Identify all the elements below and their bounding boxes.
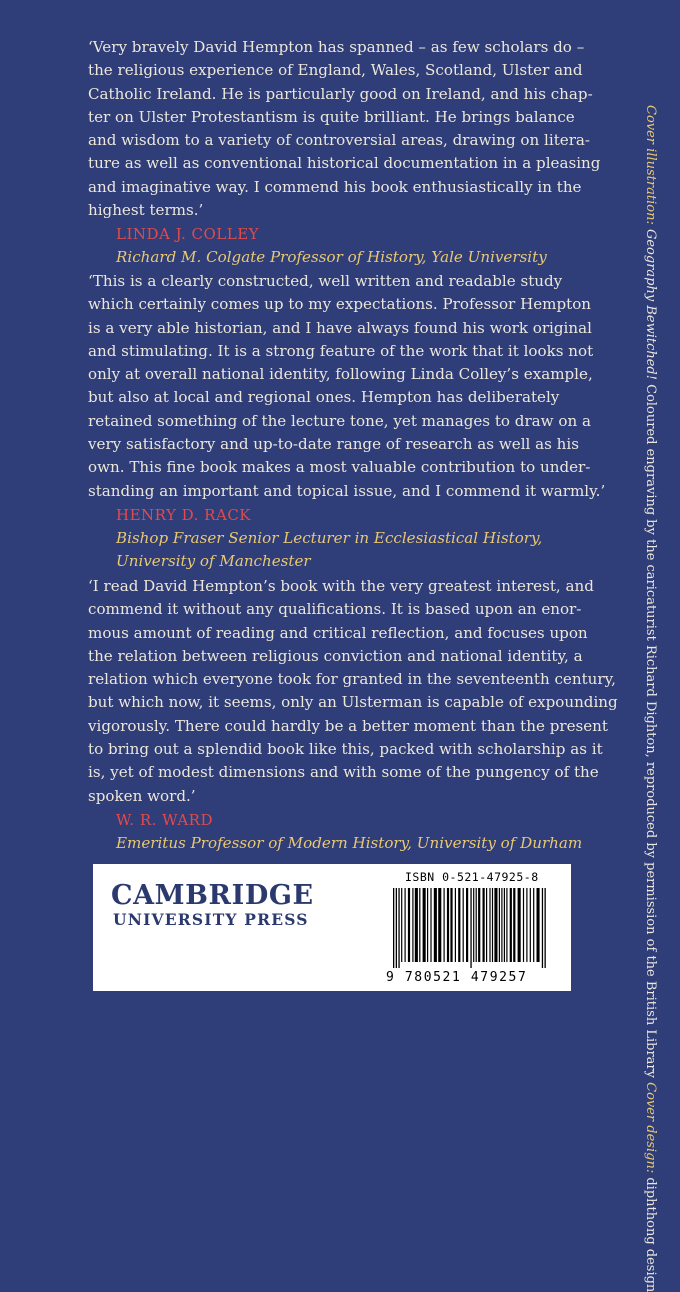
review-colley [88, 36, 601, 270]
barcode-bar [419, 888, 420, 962]
review-rack [88, 270, 606, 574]
review-line: standing an important and topical issue, and I commend it warmly.’ [88, 481, 606, 500]
barcode-bar [401, 888, 402, 962]
barcode-bar [501, 888, 502, 962]
barcode-bar [427, 888, 428, 962]
barcode-digits: 9 780521 479257 [386, 970, 528, 985]
barcode-bar [458, 888, 460, 962]
review-line: commend it without any qualifications. It is based upon an enor- [88, 600, 582, 619]
review-line: is a very able historian, and I have always found his work original [88, 318, 592, 337]
design-text: diphthong design [643, 1177, 658, 1292]
barcode-bar [530, 888, 531, 962]
review-line: spoken word.’ [88, 786, 196, 805]
design-label: Cover design: [643, 1082, 658, 1174]
review-line: only at overall national identity, following Linda Colley’s example, [88, 365, 593, 384]
review-ward [88, 575, 618, 855]
publisher-logo [111, 880, 314, 928]
review-line: mous amount of reading and critical reflection, and focuses upon [88, 623, 588, 642]
barcode-bar [476, 888, 477, 962]
review-line: vigorously. There could hardly be a better moment than the present [88, 716, 608, 735]
barcode-bar [518, 888, 521, 962]
barcode-bar [396, 888, 397, 968]
barcode-bar [513, 888, 515, 962]
isbn-label: ISBN 0-521-47925-8 [405, 870, 539, 884]
review-author: LINDA J. COLLEY [116, 225, 260, 244]
review-line: very satisfactory and up-to-date range of research as well as his [88, 435, 579, 454]
barcode-bar [408, 888, 410, 962]
barcode-bar [398, 888, 399, 968]
review-line: ‘I read David Hempton’s book with the very greatest interest, and [88, 577, 594, 595]
review-author: W. R. WARD [116, 810, 213, 829]
barcode-bar [542, 888, 543, 968]
barcode-bar [438, 888, 441, 962]
review-line: Catholic Ireland. He is particularly good on Ireland, and his chap- [88, 84, 593, 103]
barcode-bar [545, 888, 546, 968]
barcode-bar [450, 888, 452, 962]
illustration-label: Cover illustration: [643, 105, 658, 225]
review-line: relation which everyone took for granted in the seventeenth century, [88, 670, 616, 689]
review-line: the religious experience of England, Wales, Scotland, Ulster and [88, 61, 583, 80]
review-affiliation: Emeritus Professor of Modern History, University of Durham [116, 833, 583, 852]
barcode-bar [405, 888, 406, 962]
review-line: ‘This is a clearly constructed, well written and readable study [88, 272, 563, 290]
barcode-bar [504, 888, 505, 962]
barcode-bar [423, 888, 426, 962]
publisher-name: CAMBRIDGE [111, 880, 314, 911]
review-line: own. This fine book makes a most valuable contribution to under- [88, 458, 591, 477]
review-line: ‘Very bravely David Hempton has spanned – as few scholars do – [88, 38, 585, 56]
illustration-title: Geography Bewitched! [643, 228, 658, 380]
review-line: to bring out a splendid book like this, packed with scholarship as it [88, 740, 603, 759]
barcode-bar [526, 888, 527, 962]
review-line: highest terms.’ [88, 201, 204, 220]
cover-credits [640, 105, 660, 1292]
barcode-bar [486, 888, 487, 962]
barcode-bar [447, 888, 449, 962]
barcode-bar [506, 888, 507, 962]
publisher-panel [93, 864, 571, 991]
illustration-text: Coloured engraving by the caricaturist Richard Dighton, reproduced by permission of the British Library [643, 384, 658, 1078]
review-line: retained something of the lecture tone, yet manages to draw on a [88, 411, 592, 430]
barcode-bar [434, 888, 437, 962]
review-affiliation: Richard M. Colgate Professor of History, Yale University [116, 248, 547, 267]
review-line: and stimulating. It is a strong feature of the work that it looks not [88, 341, 594, 360]
review-line: but which now, it seems, only an Ulsterman is capable of expounding [88, 693, 618, 712]
review-affiliation: University of Manchester [116, 552, 311, 571]
barcode-bar [537, 888, 540, 962]
barcode-bar [470, 888, 471, 968]
barcode-bar [478, 888, 480, 962]
barcode-bar [489, 888, 490, 962]
barcode-bar [393, 888, 394, 968]
barcode-bar [533, 888, 534, 962]
barcode-bar [510, 888, 512, 962]
barcode-bar [499, 888, 500, 962]
barcode-bar [492, 888, 493, 962]
barcode-bar [444, 888, 445, 962]
review-line: ture as well as conventional historical documentation in a pleasing [88, 154, 601, 173]
barcode-bar [494, 888, 497, 962]
review-line: and imaginative way. I commend his book enthusiastically in the [88, 177, 582, 196]
review-author: HENRY D. RACK [116, 505, 251, 524]
barcode-bar [523, 888, 524, 962]
review-line: and wisdom to a variety of controversial areas, drawing on litera- [88, 131, 591, 150]
review-line: the relation between religious conviction and national identity, a [88, 646, 583, 665]
publisher-subname: UNIVERSITY PRESS [113, 910, 309, 929]
review-line: but also at local and regional ones. Hempton has deliberately [88, 388, 560, 407]
review-line: which certainly comes up to my expectations. Professor Hempton [88, 295, 592, 314]
barcode-bar [455, 888, 456, 962]
barcode-bar [466, 888, 468, 962]
barcode-bar [415, 888, 418, 962]
barcode-bar [473, 888, 474, 962]
review-line: ter on Ulster Protestantism is quite brilliant. He brings balance [88, 107, 575, 126]
barcode-bar [463, 888, 464, 962]
barcode-bar [412, 888, 413, 962]
review-affiliation: Bishop Fraser Senior Lecturer in Ecclesiastical History, [116, 528, 543, 547]
barcode-bar [430, 888, 431, 962]
barcode-bar [483, 888, 485, 962]
barcode [391, 888, 551, 968]
review-line: is, yet of modest dimensions and with some of the pungency of the [88, 763, 599, 782]
